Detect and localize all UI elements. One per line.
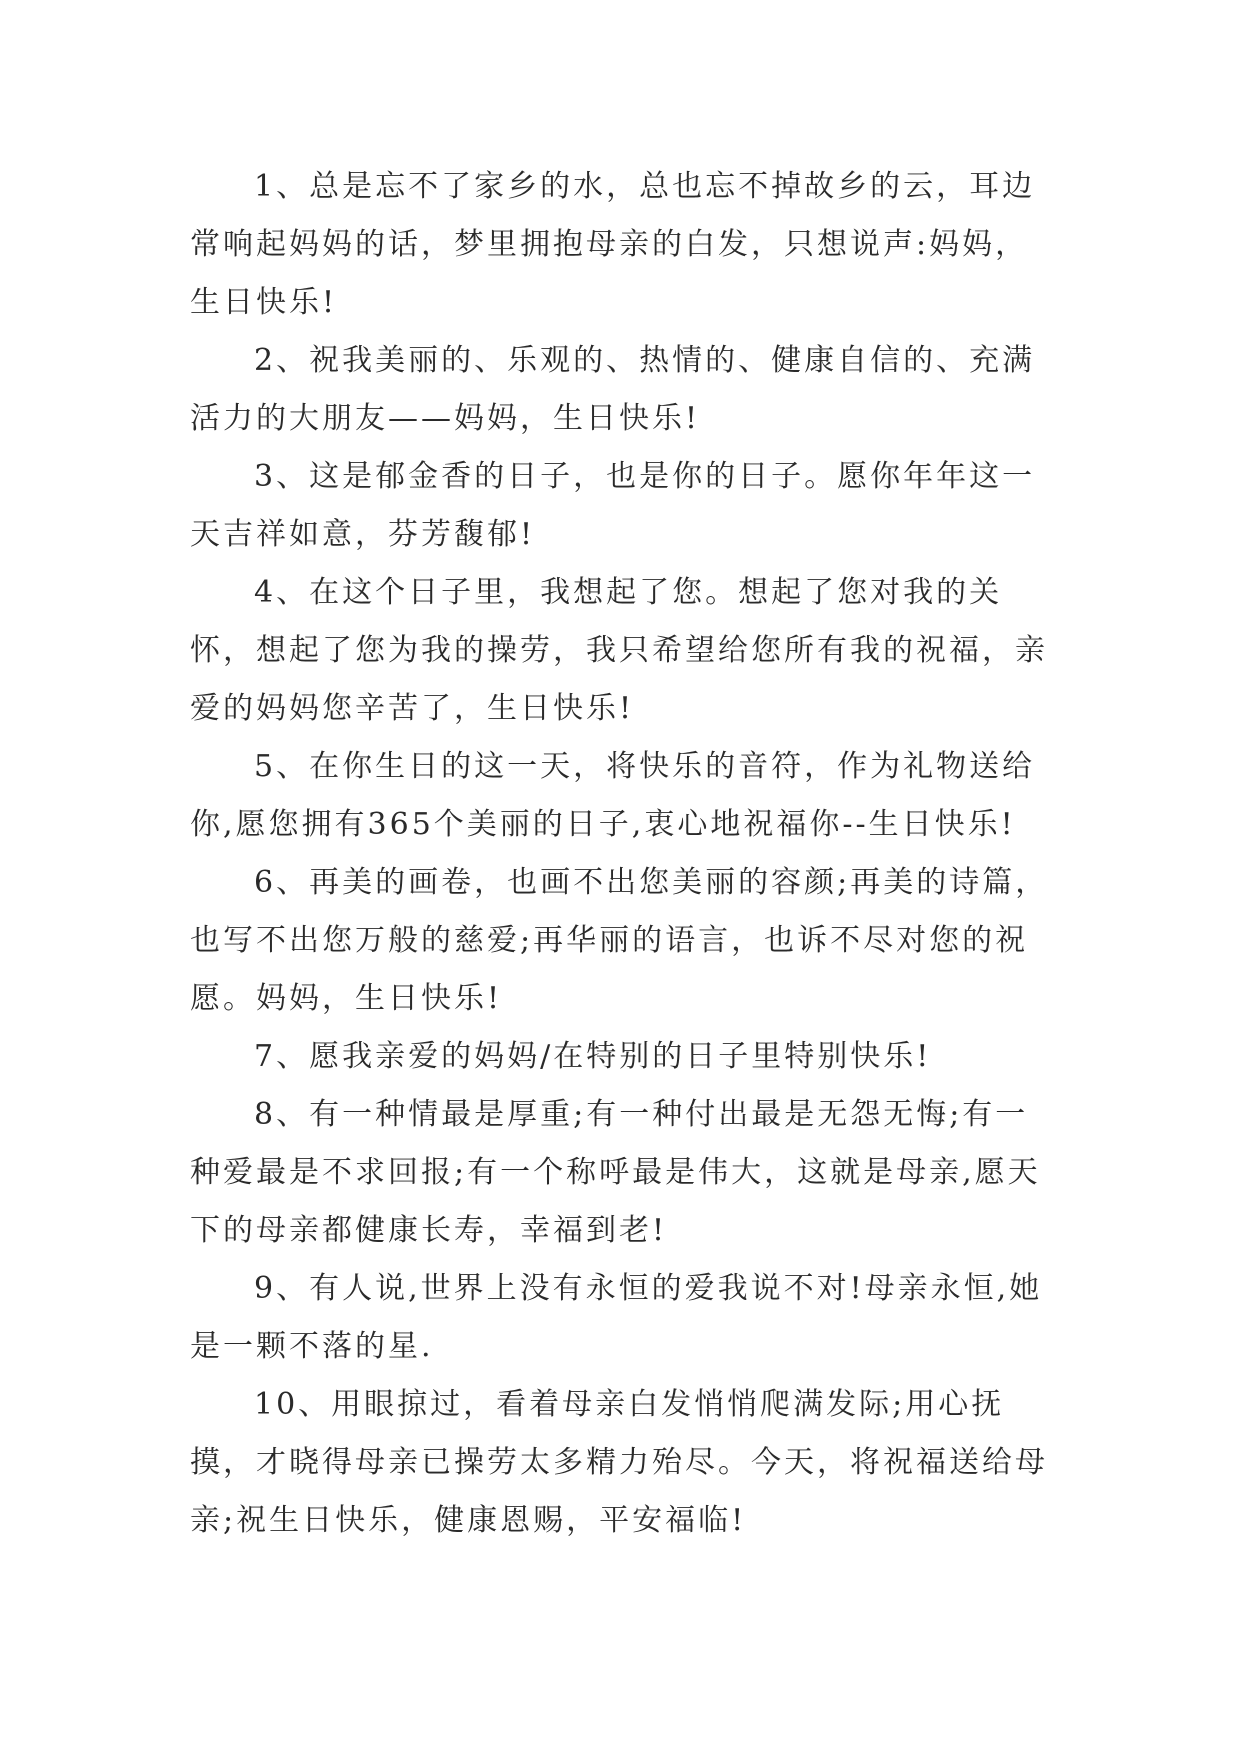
paragraph-1: 1、总是忘不了家乡的水，总也忘不掉故乡的云，耳边常响起妈妈的话，梦里拥抱母亲的白发，只想说声:妈妈，生日快乐! xyxy=(190,169,1036,320)
paragraph-9: 9、有人说,世界上没有永恒的爱我说不对!母亲永恒,她是一颗不落的星. xyxy=(190,1271,1043,1364)
paragraph-2: 2、祝我美丽的、乐观的、热情的、健康自信的、充满活力的大朋友——妈妈，生日快乐! xyxy=(190,343,1036,436)
paragraph-4: 4、在这个日子里，我想起了您。想起了您对我的关怀，想起了您为我的操劳，我只希望给您所有我的祝福，亲爱的妈妈您辛苦了，生日快乐! xyxy=(190,575,1048,726)
paragraph-6: 6、再美的画卷，也画不出您美丽的容颜;再美的诗篇，也写不出您万般的慈爱;再华丽的语言，也诉不尽对您的祝愿。妈妈，生日快乐! xyxy=(190,865,1049,1016)
paragraph-8: 8、有一种情最是厚重;有一种付出最是无怨无悔;有一种爱最是不求回报;有一个称呼最是伟大，这就是母亲,愿天下的母亲都健康长寿，幸福到老! xyxy=(190,1097,1041,1248)
paragraph-5: 5、在你生日的这一天，将快乐的音符，作为礼物送给你,愿您拥有365个美丽的日子,衷心地祝福你--生日快乐! xyxy=(190,749,1036,842)
paragraph-3: 3、这是郁金香的日子，也是你的日子。愿你年年这一天吉祥如意，芬芳馥郁! xyxy=(190,459,1036,552)
document-body xyxy=(190,158,1060,1550)
paragraph-10: 10、用眼掠过，看着母亲白发悄悄爬满发际;用心抚摸，才晓得母亲已操劳太多精力殆尽。今天，将祝福送给母亲;祝生日快乐，健康恩赐，平安福临! xyxy=(190,1387,1048,1538)
paragraph-7: 7、愿我亲爱的妈妈/在特别的日子里特别快乐! xyxy=(254,1039,932,1074)
